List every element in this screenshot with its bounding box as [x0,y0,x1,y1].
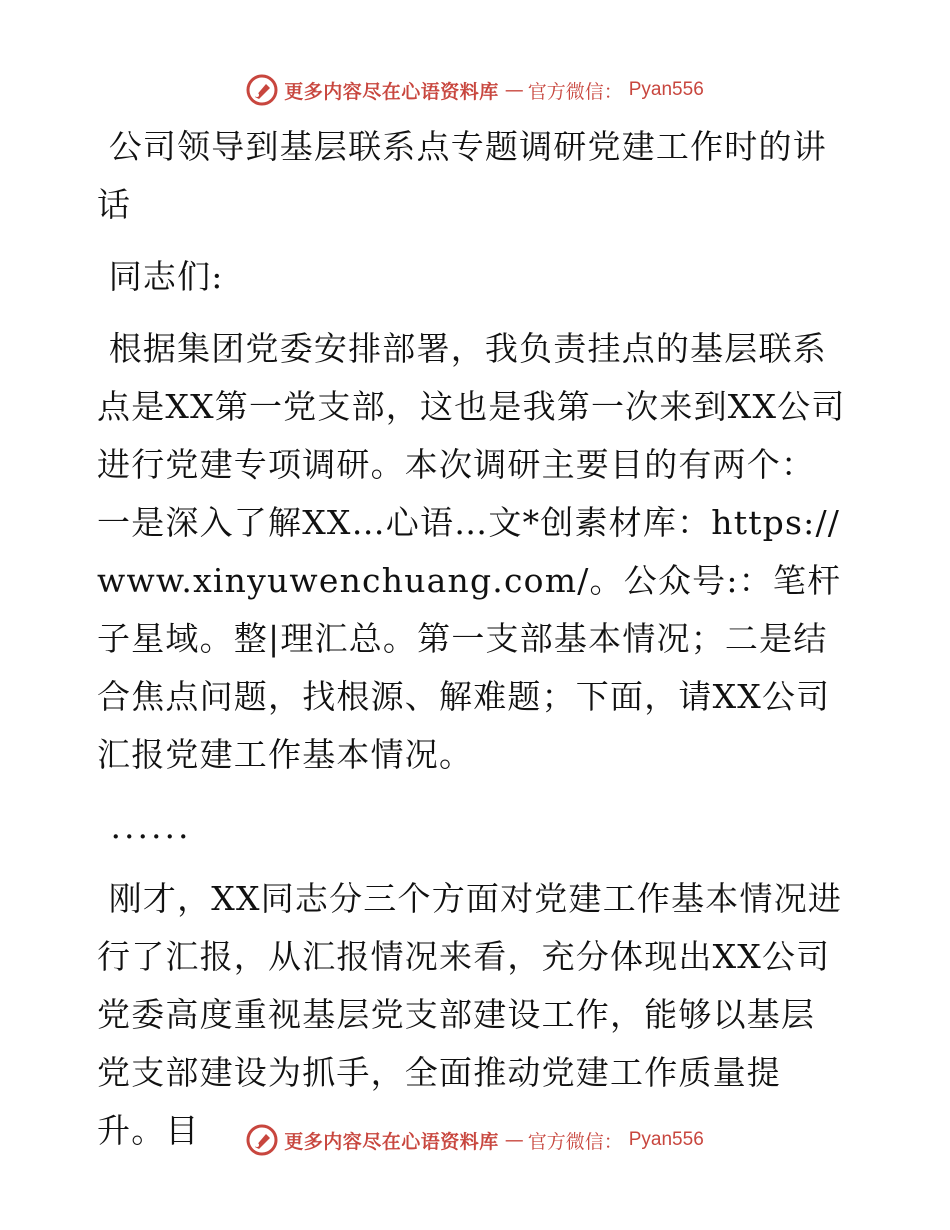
greeting: 同志们: [97,257,224,296]
watermark-separator: — [504,1129,522,1151]
watermark-wechat-id: Pyan556 [628,1129,704,1150]
watermark-wechat-label: 官方微信： [527,80,623,103]
header-watermark [0,72,950,108]
pen-nib-logo-icon [246,74,278,106]
watermark-main-text: 更多内容尽在心语资料库 [284,80,499,103]
watermark-main-text: 更多内容尽在心语资料库 [284,1130,499,1153]
ellipsis: ...... [97,807,192,846]
document-body [97,118,849,1160]
footer-watermark [0,1122,950,1158]
watermark-separator: — [504,79,522,101]
watermark-wechat-label: 官方微信： [527,1130,623,1153]
paragraph-1: 根据集团党委安排部署，我负责挂点的基层联系点是XX第一党支部，这也是我第一次来到XX公司进行党建专项调研。本次调研主要目的有两个：一是深入了解XX…心语…文*创素材库：https://www.xinyuwenchuang.com/。公众号:：笔杆子星域。整|理汇总。第一支部基本情况；二是结合焦点问题，找根源、解难题；下面，请XX公司汇报党建工作基本情况。 [97,329,846,774]
paragraph-2: 刚才，XX同志分三个方面对党建工作基本情况进行了汇报，从汇报情况来看，充分体现出XX公司党委高度重视基层党支部建设工作，能够以基层党支部建设为抓手，全面推动党建工作质量提升。目 [97,879,843,1150]
watermark-wechat-id: Pyan556 [628,79,704,100]
document-title: 公司领导到基层联系点专题调研党建工作时的讲话 [97,127,827,224]
pen-nib-logo-icon [246,1124,278,1156]
